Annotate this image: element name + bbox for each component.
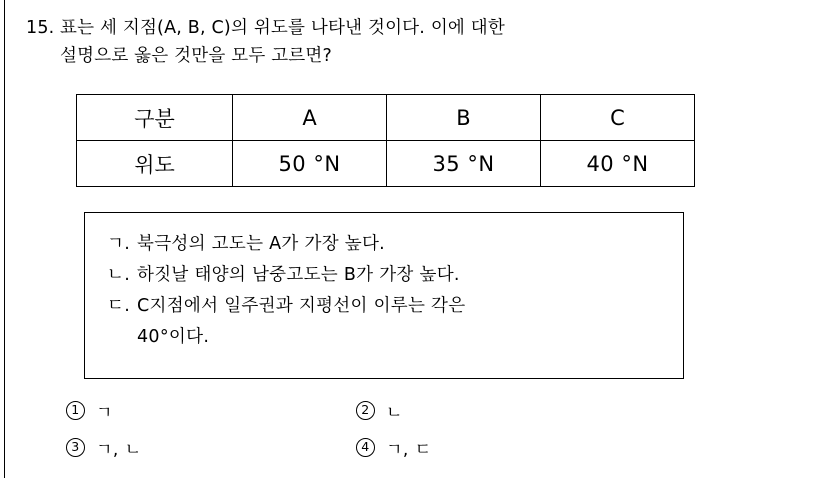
statement-mark-a: ㄱ. <box>107 234 131 254</box>
question-text-line-1: 표는 세 지점(A, B, C)의 위도를 나타낸 것이다. 이에 대한 <box>60 18 505 38</box>
answer-choices <box>66 398 766 472</box>
choice-number-circle-2: 2 <box>356 401 375 420</box>
table-row-label-latitude: 위도 <box>77 141 233 187</box>
choice-label-1: ㄱ <box>96 403 113 423</box>
table-header-cell-a: A <box>233 95 387 141</box>
question-first-line <box>26 14 796 42</box>
statement-item <box>107 229 683 260</box>
choice-label-3: ㄱ, ㄴ <box>96 440 142 460</box>
answer-choice-3[interactable] <box>66 435 356 460</box>
statement-text-c: C지점에서 일주권과 지평선이 이루는 각은 <box>137 296 466 316</box>
table-cell-latitude-a <box>233 141 387 187</box>
answer-choice-2[interactable] <box>356 398 403 423</box>
table-header-cell-c: C <box>541 95 695 141</box>
table-header-cell-b: B <box>387 95 541 141</box>
choice-number-circle-3: 3 <box>66 438 85 457</box>
statement-text-b: 하짓날 태양의 남중고도는 B가 가장 높다. <box>137 265 460 285</box>
statement-text-a: 북극성의 고도는 A가 가장 높다. <box>137 234 386 254</box>
choice-number-circle-1: 1 <box>66 401 85 420</box>
statement-mark-c: ㄷ. <box>107 296 131 316</box>
latitude-value-a: 50 °N <box>278 151 341 176</box>
latitude-value-c: 40 °N <box>586 151 649 176</box>
latitude-value-b: 35 °N <box>432 151 495 176</box>
table-header-cell-category: 구분 <box>77 95 233 141</box>
page-left-rule <box>4 0 5 478</box>
table-cell-latitude-c <box>541 141 695 187</box>
question-stem <box>26 14 796 70</box>
question-text-line-2: 설명으로 옳은 것만을 모두 고르면? <box>60 46 333 66</box>
latitude-table-container <box>76 94 695 187</box>
statements-box <box>84 212 684 379</box>
choice-label-4: ㄱ, ㄷ <box>386 440 432 460</box>
statement-mark-b: ㄴ. <box>107 265 131 285</box>
latitude-table <box>76 94 695 187</box>
table-row <box>77 141 695 187</box>
statement-item <box>107 291 683 322</box>
choice-number-circle-4: 4 <box>356 438 375 457</box>
statement-text-c-continued: 40°이다. <box>137 327 210 347</box>
answer-choices-row-1 <box>66 398 766 423</box>
table-cell-latitude-b <box>387 141 541 187</box>
table-header-row <box>77 95 695 141</box>
statement-item <box>107 260 683 291</box>
question-number: 15. <box>26 18 55 38</box>
answer-choice-4[interactable] <box>356 435 432 460</box>
choice-label-2: ㄴ <box>386 403 403 423</box>
answer-choice-1[interactable] <box>66 398 356 423</box>
answer-choices-row-2 <box>66 435 766 460</box>
